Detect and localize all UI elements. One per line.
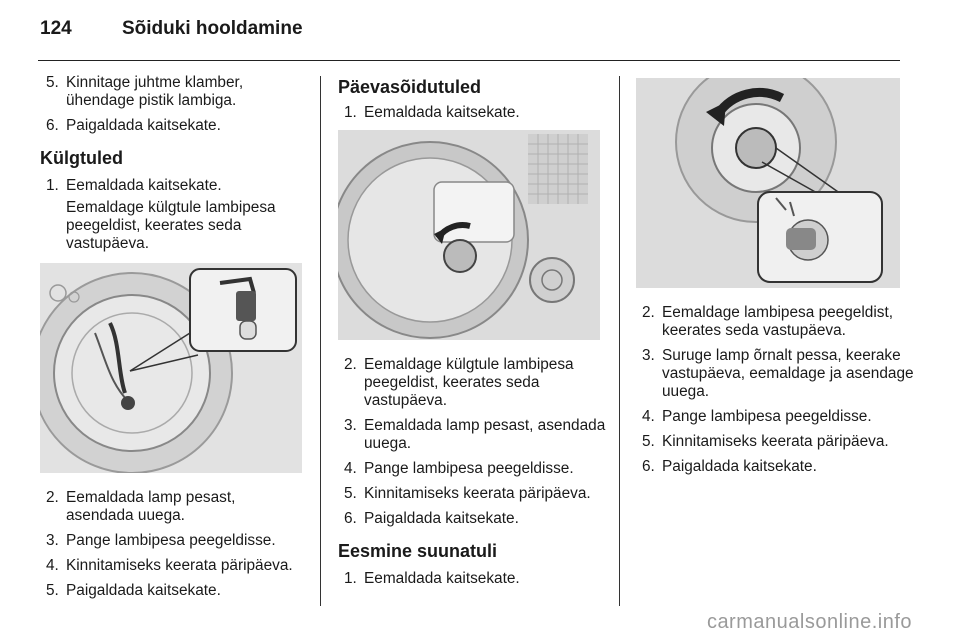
list-item: 6. Paigaldada kaitsekate. [642, 458, 817, 475]
list-item: 5. Kinnitamiseks keerata päripäeva. [344, 485, 591, 502]
list-item: 6. Paigaldada kaitsekate. [344, 510, 519, 527]
column-2 [338, 74, 608, 595]
section-heading-kulgtuled: Külgtuled [40, 148, 123, 168]
list-item: 4. Pange lambipesa peegeldisse. [344, 460, 574, 477]
list-item: 1. Eemaldada kaitsekate. [344, 570, 520, 587]
list-item: 6. Paigaldada kaitsekate. [46, 117, 221, 134]
list-item: 4. Kinnitamiseks keerata päripäeva. [46, 557, 293, 574]
section-heading-paevasoidutuled: Päevasõidutuled [338, 77, 482, 97]
list-item: 3. Suruge lamp õrnalt pessa, keerake vastupäeva, eemaldage ja asendage uuega. [642, 347, 914, 400]
list-item: 1. Eemaldada kaitsekate. [46, 177, 222, 194]
column-1 [40, 74, 305, 607]
list-item: 5. Kinnitamiseks keerata päripäeva. [642, 433, 889, 450]
column-3 [636, 74, 916, 483]
column-divider [619, 76, 620, 606]
section-heading-eesmine-suunatuli: Eesmine suunatuli [338, 541, 498, 561]
list-item: 2. Eemaldada lamp pesast, asendada uuega. [46, 489, 236, 524]
list-item: 3. Pange lambipesa peegeldisse. [46, 532, 276, 549]
list-item: 5. Paigaldada kaitsekate. [46, 582, 221, 599]
list-item: 3. Eemaldada lamp pesast, asendada uuega. [344, 417, 606, 452]
column-divider [320, 76, 321, 606]
turn-signal-figure [636, 78, 900, 288]
page-title: Sõiduki hooldamine [122, 18, 303, 39]
page-number: 124 [40, 18, 72, 39]
side-light-figure [40, 263, 302, 473]
list-item: 1. Eemaldada kaitsekate. [344, 104, 520, 121]
step-continuation: Eemaldage külgtule lambipesa peegeldist, keerates seda vastupäeva. [66, 199, 276, 252]
header-divider [38, 60, 900, 61]
daytime-light-figure [338, 130, 600, 340]
watermark: carmanualsonline.info [706, 611, 912, 633]
list-item: 2. Eemaldage lambipesa peegeldist, keerates seda vastupäeva. [642, 304, 894, 339]
list-item: 4. Pange lambipesa peegeldisse. [642, 408, 872, 425]
list-item: 5. Kinnitage juhtme klamber, ühendage pistik lambiga. [46, 74, 244, 109]
list-item: 2. Eemaldage külgtule lambipesa peegeldist, keerates seda vastupäeva. [344, 356, 574, 409]
